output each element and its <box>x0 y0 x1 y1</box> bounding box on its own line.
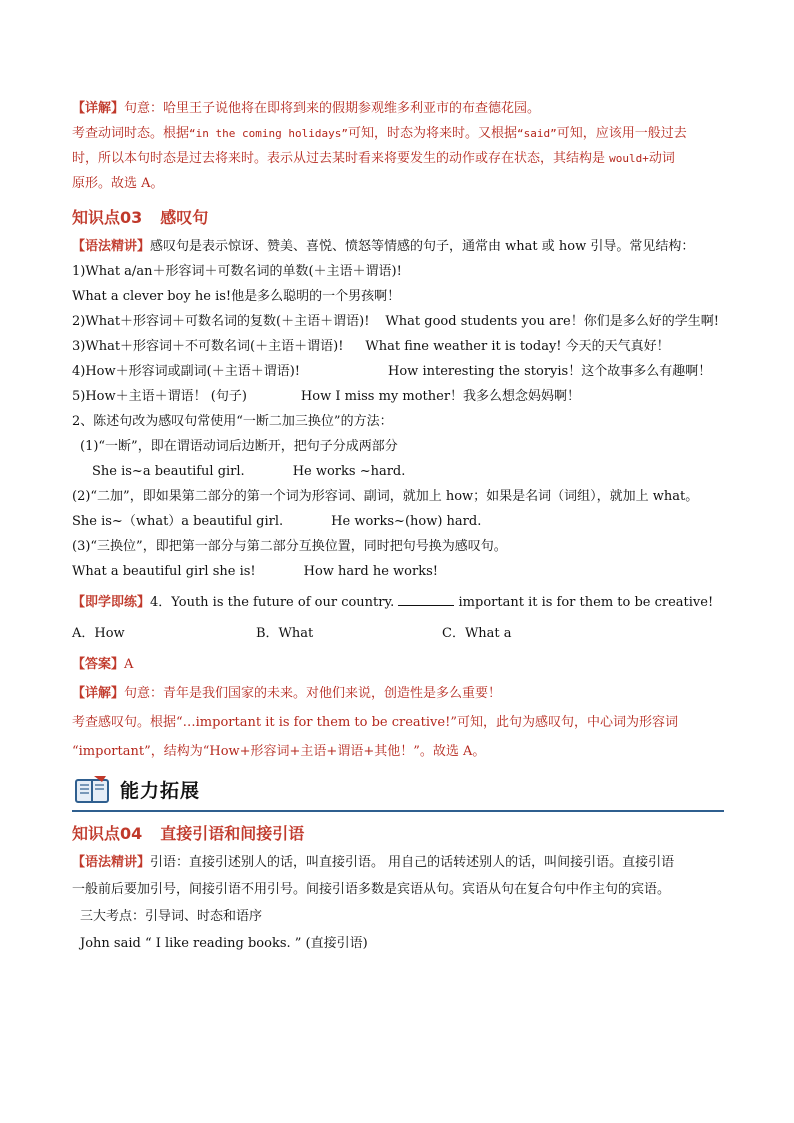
explain1-line3: 时，所以本句时态是过去将来时。表示从过去某时看来将要发生的动作或存在状态，其结构是 would+动词 <box>72 151 675 166</box>
answer-tag: 【答案】 <box>72 657 125 672</box>
grammar04-line3: 三大考点：引导词、时态和语序 <box>80 909 263 924</box>
pattern-1: 1)What a/an＋形容词＋可数名词的单数(＋主语＋谓语)! <box>72 264 402 279</box>
option-c: C．What a <box>442 626 512 641</box>
explain2-line3: “important”，结构为“How+形容词+主语+谓语+其他！”。故选 A。 <box>72 744 486 759</box>
pattern-5: 5)How＋主语＋谓语！ (句子) How I miss my mother！我多么想念妈妈啊！ <box>72 389 581 404</box>
pattern-2: 2)What＋形容词＋可数名词的复数(＋主语＋谓语)! What good students you are！你们是多么好的学生啊! <box>72 314 719 329</box>
chapter-title: 能力拓展 <box>120 780 201 802</box>
option-a: A．How <box>72 626 125 641</box>
option-b: B．What <box>256 626 314 641</box>
explain-tag: 【详解】 <box>72 101 125 116</box>
grammar04-line2: 一般前后要加引号，间接引语不用引号。间接引语多数是宾语从句。宾语从句在复合句中作主句的宾语。 <box>72 882 671 897</box>
answer-value: A <box>124 657 134 672</box>
chapter-banner <box>72 774 724 812</box>
explain-tag: 【详解】 <box>72 686 125 701</box>
pattern-1-example: What a clever boy he is!他是多么聪明的一个男孩啊！ <box>72 289 401 304</box>
practice-question: 【即学即练】4．Youth is the future of our country. important it is for them to be creative! <box>72 595 714 610</box>
method-step-3-example: What a beautiful girl she is! How hard he works! <box>72 564 438 579</box>
method-step-1-example: She is~a beautiful girl. He works ~hard. <box>92 464 406 479</box>
grammar04-line4: John said “ I like reading books. ” (直接引语) <box>80 936 368 951</box>
method-heading: 2、陈述句改为感叹句常使用“一断二加三换位”的方法： <box>72 414 393 429</box>
explain1-line1: 【详解】句意：哈里王子说他将在即将到来的假期参观维多利亚市的布查德花园。 <box>72 101 541 116</box>
grammar-tag: 【语法精讲】 <box>72 855 151 870</box>
answer-blank <box>398 593 454 606</box>
section-heading-04: 知识点04 直接引语和间接引语 <box>72 824 305 843</box>
method-step-1: (1)“一断”，即在谓语动词后边断开，把句子分成两部分 <box>80 439 398 454</box>
method-step-2-example: She is~（what）a beautiful girl. He works~(how) hard. <box>72 514 482 529</box>
pattern-3: 3)What＋形容词＋不可数名词(＋主语＋谓语)! What fine weather it is today! 今天的天气真好！ <box>72 339 670 354</box>
practice-tag: 【即学即练】 <box>72 595 151 610</box>
section-heading-03: 知识点03 感叹句 <box>72 208 209 227</box>
explain1-line4: 原形。故选 A。 <box>72 176 164 191</box>
book-icon <box>72 774 112 808</box>
explain2-line1: 【详解】句意：青年是我们国家的未来。对他们来说，创造性是多么重要！ <box>72 686 502 701</box>
grammar03-intro: 【语法精讲】感叹句是表示惊讶、赞美、喜悦、愤怒等情感的句子，通常由 what 或 how 引导。常见结构： <box>72 239 695 254</box>
answer-line <box>72 652 724 677</box>
practice-options <box>72 621 724 646</box>
explain1-line2: 考查动词时态。根据“in the coming holidays”可知，时态为将来时。又根据“said”可知，应该用一般过去 <box>72 126 687 141</box>
explain2-line2: 考查感叹句。根据“…important it is for them to be creative!”可知，此句为感叹句，中心词为形容词 <box>72 715 678 730</box>
method-step-2: (2)“二加”，即如果第二部分的第一个词为形容词、副词，就加上 how；如果是名词（词组），就加上 what。 <box>72 489 699 504</box>
pattern-4: 4)How＋形容词或副词(＋主语＋谓语)! How interesting the storyis！这个故事多么有趣啊！ <box>72 364 712 379</box>
document-page <box>72 96 724 956</box>
method-step-3: (3)“三换位”，即把第一部分与第二部分互换位置，同时把句号换为感叹句。 <box>72 539 507 554</box>
grammar-tag: 【语法精讲】 <box>72 239 151 254</box>
grammar04-line1: 【语法精讲】引语：直接引述别人的话，叫直接引语。 用自己的话转述别人的话，叫间接引语。直接引语 <box>72 855 675 870</box>
